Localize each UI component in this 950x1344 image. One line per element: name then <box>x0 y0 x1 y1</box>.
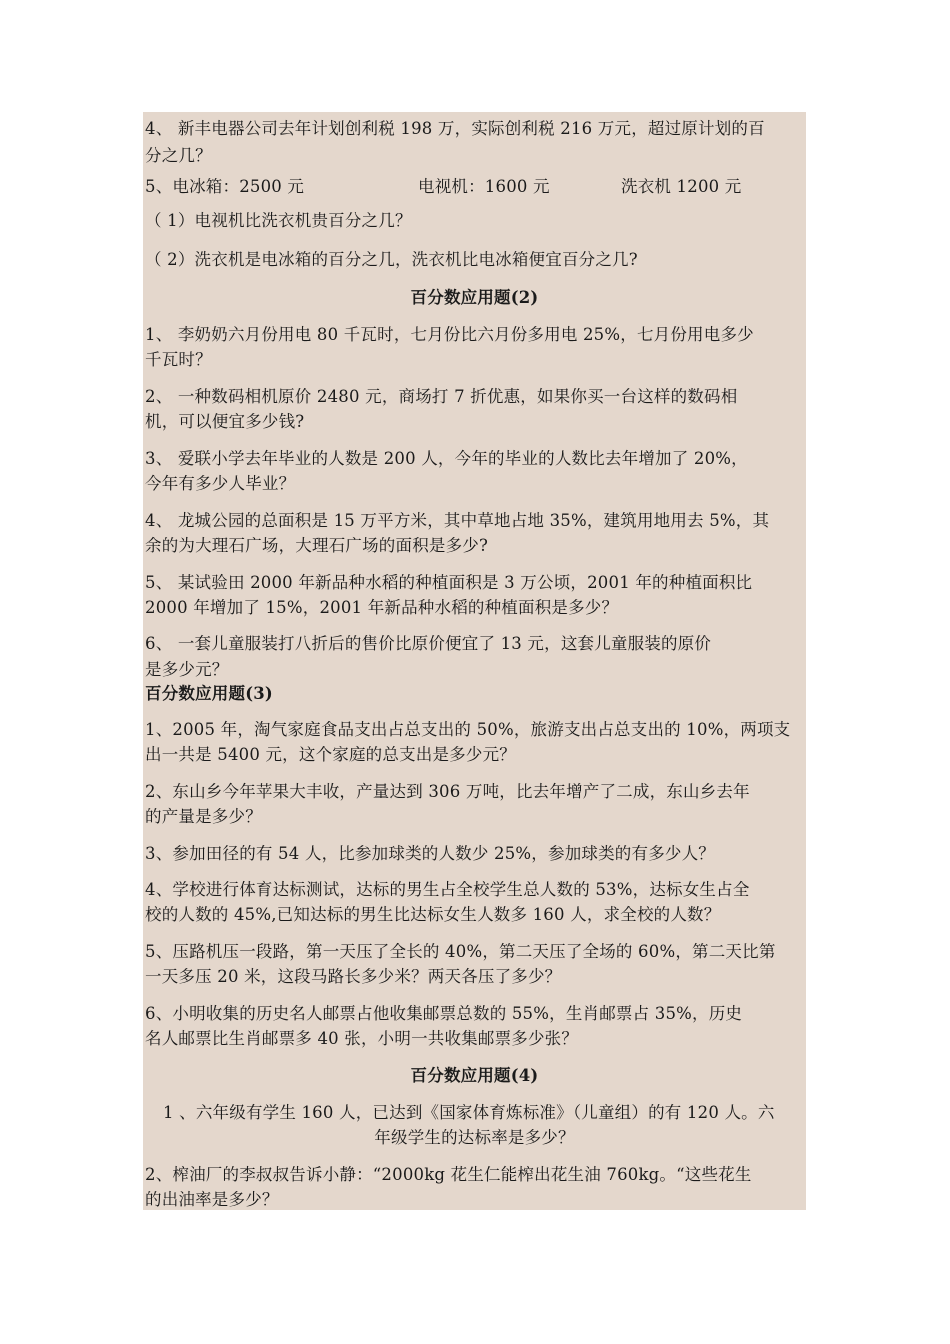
problem-line: （ 1）电视机比洗衣机贵百分之几？ <box>145 211 412 230</box>
problem-line: 余的为大理石广场，大理石广场的面积是多少? <box>145 536 489 555</box>
problem-line: 校的人数的 45%,已知达标的男生比达标女生人数多 160 人，求全校的人数？ <box>145 905 721 924</box>
problem-line: 名人邮票比生肖邮票多 40 张，小明一共收集邮票多少张？ <box>145 1029 579 1048</box>
problem-line: 4、 新丰电器公司去年计划创利税 198 万，实际创利税 216 万元，超过原计划的百 <box>145 119 765 138</box>
tv-price: 电视机：1600 元 <box>418 177 550 196</box>
problem-line: 是多少元？ <box>145 660 229 679</box>
problem-line: 4、 龙城公园的总面积是 15 万平方米，其中草地占地 35%，建筑用地用去 5%，其 <box>145 511 770 530</box>
problem-line: 的出油率是多少？ <box>145 1190 279 1209</box>
problem-line: 千瓦时？ <box>145 350 212 369</box>
problem-line: 2、 一种数码相机原价 2480 元，商场打 7 折优惠，如果你买一台这样的数码相 <box>145 387 738 406</box>
problem-line: 2、东山乡今年苹果大丰收，产量达到 306 万吨，比去年增产了二成，东山乡去年 <box>145 782 750 801</box>
section-title: 百分数应用题(4) <box>410 1066 539 1085</box>
problem-line: （ 2）洗衣机是电冰箱的百分之几，洗衣机比电冰箱便宜百分之几? <box>145 250 638 269</box>
problem-line: 4、学校进行体育达标测试，达标的男生占全校学生总人数的 53%，达标女生占全 <box>145 880 750 899</box>
problem-line: 3、参加田径的有 54 人，比参加球类的人数少 25%，参加球类的有多少人？ <box>145 844 716 863</box>
problem-line: 5、 某试验田 2000 年新品种水稻的种植面积是 3 万公顷，2001 年的种植面积比 <box>145 573 753 592</box>
problem-line: 2000 年增加了 15%，2001 年新品种水稻的种植面积是多少？ <box>145 598 619 617</box>
problem-line: 1、2005 年，淘气家庭食品支出占总支出的 50%，旅游支出占总支出的 10%，两项支 <box>145 720 791 739</box>
problem-line: 分之几？ <box>145 146 212 165</box>
section-title: 百分数应用题(2) <box>410 288 539 307</box>
washer-price: 洗衣机 1200 元 <box>621 177 742 196</box>
problem-line: 今年有多少人毕业？ <box>145 474 296 493</box>
section-title: 百分数应用题(3) <box>145 684 273 703</box>
problem-line: 一天多压 20 米，这段马路长多少米？两天各压了多少？ <box>145 967 562 986</box>
document-page <box>143 112 806 1210</box>
problem-line: 1 、六年级有学生 160 人，已达到《国家体育炼标准》（儿童组）的有 120 人。六 <box>163 1103 775 1122</box>
fridge-price: 5、电冰箱：2500 元 <box>145 177 305 196</box>
problem-line: 6、 一套儿童服装打八折后的售价比原价便宜了 13 元，这套儿童服装的原价 <box>145 634 712 653</box>
problem-line: 机，可以便宜多少钱? <box>145 412 305 431</box>
problem-line: 2、榨油厂的李叔叔告诉小静：“2000kg 花生仁能榨出花生油 760kg。“这些花生 <box>145 1165 752 1184</box>
problem-line: 的产量是多少？ <box>145 807 262 826</box>
problem-line: 年级学生的达标率是多少？ <box>374 1128 575 1147</box>
problem-line: 出一共是 5400 元，这个家庭的总支出是多少元？ <box>145 745 516 764</box>
problem-line: 5、压路机压一段路，第一天压了全长的 40%，第二天压了全场的 60%，第二天比第 <box>145 942 776 961</box>
problem-line: 6、小明收集的历史名人邮票占他收集邮票总数的 55%，生肖邮票占 35%，历史 <box>145 1004 743 1023</box>
problem-line: 3、 爱联小学去年毕业的人数是 200 人，今年的毕业的人数比去年增加了 20%， <box>145 449 748 468</box>
problem-line: 1、 李奶奶六月份用电 80 千瓦时，七月份比六月份多用电 25%，七月份用电多少 <box>145 325 754 344</box>
